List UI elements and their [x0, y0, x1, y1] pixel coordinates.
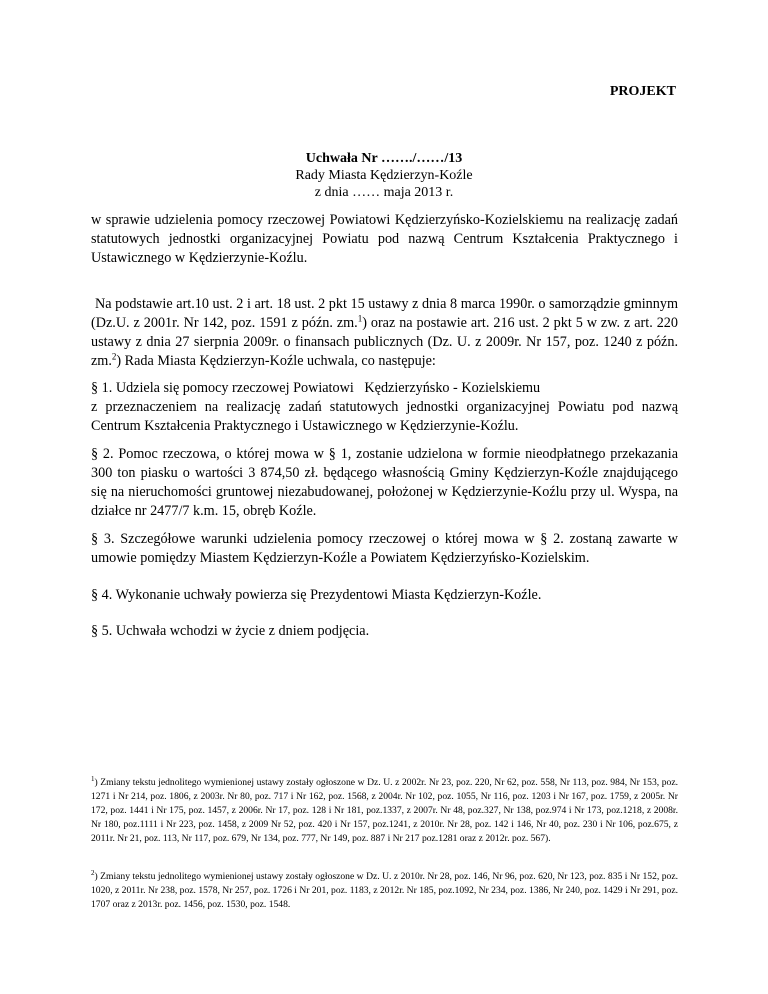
footnote-2-text: ) Zmiany tekstu jednolitego wymienionej ustawy zostały ogłoszone w Dz. U. z 2010r. Nr 28, poz. 146, Nr 96, poz. 620, Nr 123, poz. 835 i Nr 152, poz. 1020, z 2011r. Nr 238, poz. 1578, Nr 257, poz. 1726 i Nr 201, poz. 1183, z 2012r. Nr 185, poz.1092, Nr 234, poz. 1386, Nr 240, poz. 1429 i Nr 291, poz. 1707 oraz z 2013r. poz. 1456, poz. 1530, poz. 1548.: [91, 871, 678, 910]
legal-basis-part2: ) oraz na postawie art. 216 ust. 2 pkt 5 w zw. z art. 220 ustawy z dnia 27 sierpnia 2009r. o finansach publicznych (Dz. U. z 2009r. Nr 157, poz. 1240 z późn. zm.: [91, 315, 678, 369]
resolution-subject: w sprawie udzielenia pomocy rzeczowej Powiatowi Kędzierzyńsko-Kozielskiemu na realizację zadań statutowych jednostki organizacyjnej Powiatu pod nazwą Centrum Kształcenia Praktycznego i Ustawicznego w Kędzierzynie-Koźlu.: [91, 212, 678, 266]
footnote-1: [91, 776, 678, 846]
council-name: Rady Miasta Kędzierzyn-Koźle: [295, 168, 473, 183]
legal-basis-part1: Na podstawie art.10 ust. 2 i art. 18 ust. 2 pkt 15 ustawy z dnia 8 marca 1990r. o samorządzie gminnym (Dz.U. z 2001r. Nr 142, poz. 1591 z późn. zm.: [91, 296, 678, 331]
resolution-number: Uchwała Nr ……./……/13: [305, 151, 463, 166]
projekt-label: PROJEKT: [609, 84, 676, 99]
footnote-1-text: ) Zmiany tekstu jednolitego wymienionej ustawy zostały ogłoszone w Dz. U. z 2002r. Nr 23, poz. 220, Nr 62, poz. 558, Nr 113, poz. 984, Nr 153, poz. 1271 i Nr 214, poz. 1806, z 2003r. Nr 80, poz. 717 i Nr 162, poz. 1568, z 2004r. Nr 102, poz. 1055, Nr 116, poz. 1203 i Nr 167, poz. 1759, z 2005r. Nr 172, poz. 1441 i Nr 175, poz. 1457, z 2006r. Nr 17, poz. 128 i Nr 181, poz.1337, z 2007r. Nr 48, poz.327, Nr 138, poz.974 i Nr 173, poz.1218, z 2008r. Nr 180, poz.1111 i Nr 223, poz. 1458, z 2009 Nr 52, poz. 420 i Nr 157, poz.1241, z 2010r. Nr 28, poz. 142 i 146, Nr 40, poz. 230 i Nr 106, poz.675, z 2011r. Nr 21, poz. 113, Nr 117, poz. 679, Nr 134, poz. 777, Nr 149, poz. 887 i Nr 217 poz.1281 oraz z 2012r. poz. 567).: [91, 777, 678, 844]
section-2: § 2. Pomoc rzeczowa, o której mowa w § 1, zostanie udzielona w formie nieodpłatnego przekazania 300 ton piasku o wartości 3 874,50 zł. będącego własnością Gminy Kędzierzyn-Koźle znajdującego się na nieruchomości gruntowej niezabudowanej, położonej w Kędzierzynie-Koźlu przy ul. Wyspa, na działce nr 2477/7 k.m. 15, obręb Koźle.: [91, 446, 678, 519]
footnote-2-mark: 2: [91, 868, 95, 877]
resolution-title: [90, 150, 678, 201]
section-5: § 5. Uchwała wchodzi w życie z dniem podjęcia.: [91, 623, 370, 639]
resolution-date: z dnia …… maja 2013 r.: [314, 185, 454, 200]
legal-basis-part3: ) Rada Miasta Kędzierzyn-Koźle uchwala, co następuje:: [116, 353, 436, 369]
footnote-2: [91, 870, 678, 912]
section-1: [91, 379, 678, 436]
footnote-ref-1[interactable]: 1: [357, 313, 363, 324]
section-4: § 4. Wykonanie uchwały powierza się Prezydentowi Miasta Kędzierzyn-Koźle.: [91, 587, 542, 603]
footnote-1-mark: 1: [91, 774, 95, 783]
section-1-heading: § 1. Udziela się pomocy rzeczowej Powiatowi Kędzierzyńsko - Kozielskiemu: [91, 380, 541, 396]
legal-basis: [91, 295, 678, 371]
footnote-ref-2[interactable]: 2: [111, 351, 117, 362]
section-3: § 3. Szczegółowe warunki udzielenia pomocy rzeczowej o której mowa w § 2. zostaną zawarte w umowie pomiędzy Miastem Kędzierzyn-Koźle a Powiatem Kędzierzyńsko-Kozielskim.: [91, 531, 678, 566]
section-1-body: z przeznaczeniem na realizację zadań statutowych jednostki organizacyjnej Powiatu pod nazwą Centrum Kształcenia Praktycznego i Ustawicznego w Kędzierzynie-Koźlu.: [91, 399, 678, 434]
